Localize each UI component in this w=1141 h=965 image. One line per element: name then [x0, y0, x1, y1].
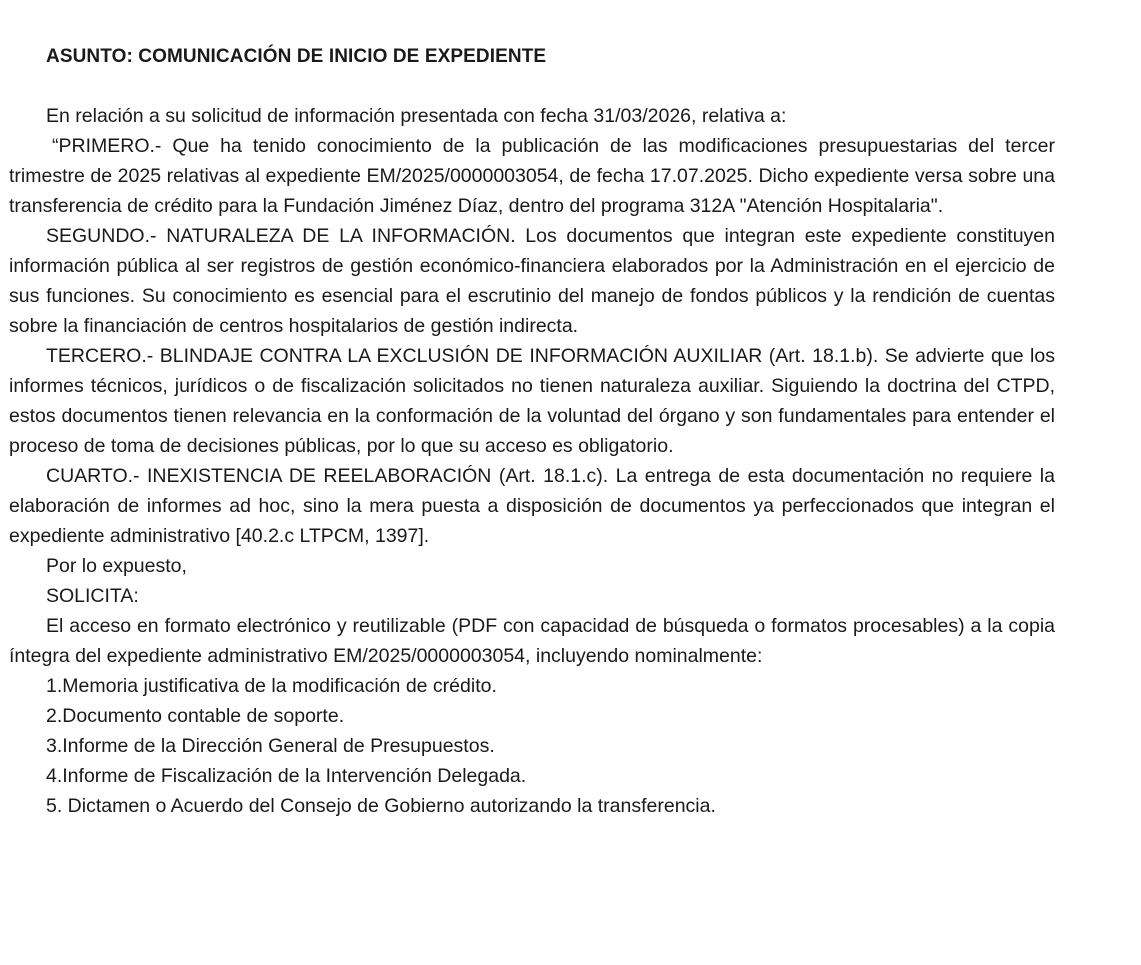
requested-documents-list	[9, 671, 1055, 821]
document-subject: ASUNTO: COMUNICACIÓN DE INICIO DE EXPEDIENTE	[46, 46, 547, 67]
paragraph-cuarto: CUARTO.- INEXISTENCIA DE REELABORACIÓN (Art. 18.1.c). La entrega de esta documentación no requiere la elaboración de informes ad hoc, sino la mera puesta a disposición de documentos ya perfeccionados que integran el expediente administrativo [40.2.c LTPCM, 1397].	[9, 465, 1055, 547]
intro-paragraph: En relación a su solicitud de información presentada con fecha 31/03/2026, relativa a:	[46, 105, 787, 127]
request-label: SOLICITA:	[46, 585, 139, 607]
list-item: 2.Documento contable de soporte.	[46, 705, 345, 727]
request-paragraph: El acceso en formato electrónico y reutilizable (PDF con capacidad de búsqueda o formatos procesables) a la copia íntegra del expediente administrativo EM/2025/0000003054, incluyendo nominalmente:	[9, 615, 1055, 667]
list-item: 3.Informe de la Dirección General de Presupuestos.	[46, 735, 495, 757]
list-item: 5. Dictamen o Acuerdo del Consejo de Gobierno autorizando la transferencia.	[46, 795, 716, 817]
paragraph-tercero: TERCERO.- BLINDAJE CONTRA LA EXCLUSIÓN DE INFORMACIÓN AUXILIAR (Art. 18.1.b). Se advierte que los informes técnicos, jurídicos o de fiscalización solicitados no tienen naturaleza auxiliar. Siguiendo la doctrina del CTPD, estos documentos tienen relevancia en la conformación de la voluntad del órgano y son fundamentales para entender el proceso de toma de decisiones públicas, por lo que su acceso es obligatorio.	[9, 345, 1055, 457]
paragraph-segundo: SEGUNDO.- NATURALEZA DE LA INFORMACIÓN. Los documentos que integran este expediente constituyen información pública al ser registros de gestión económico-financiera elaborados por la Administración en el ejercicio de sus funciones. Su conocimiento es esencial para el escrutinio del manejo de fondos públicos y la rendición de cuentas sobre la financiación de centros hospitalarios de gestión indirecta.	[9, 225, 1055, 337]
list-item: 1.Memoria justificativa de la modificación de crédito.	[46, 675, 497, 697]
closing-line: Por lo expuesto,	[46, 555, 187, 577]
list-item: 4.Informe de Fiscalización de la Intervención Delegada.	[46, 765, 527, 787]
document-body	[9, 101, 1055, 821]
paragraph-primero: “PRIMERO.- Que ha tenido conocimiento de la publicación de las modificaciones presupuestarias del tercer trimestre de 2025 relativas al expediente EM/2025/0000003054, de fecha 17.07.2025. Dicho expediente versa sobre una transferencia de crédito para la Fundación Jiménez Díaz, dentro del programa 312A "Atención Hospitalaria".	[9, 135, 1055, 217]
